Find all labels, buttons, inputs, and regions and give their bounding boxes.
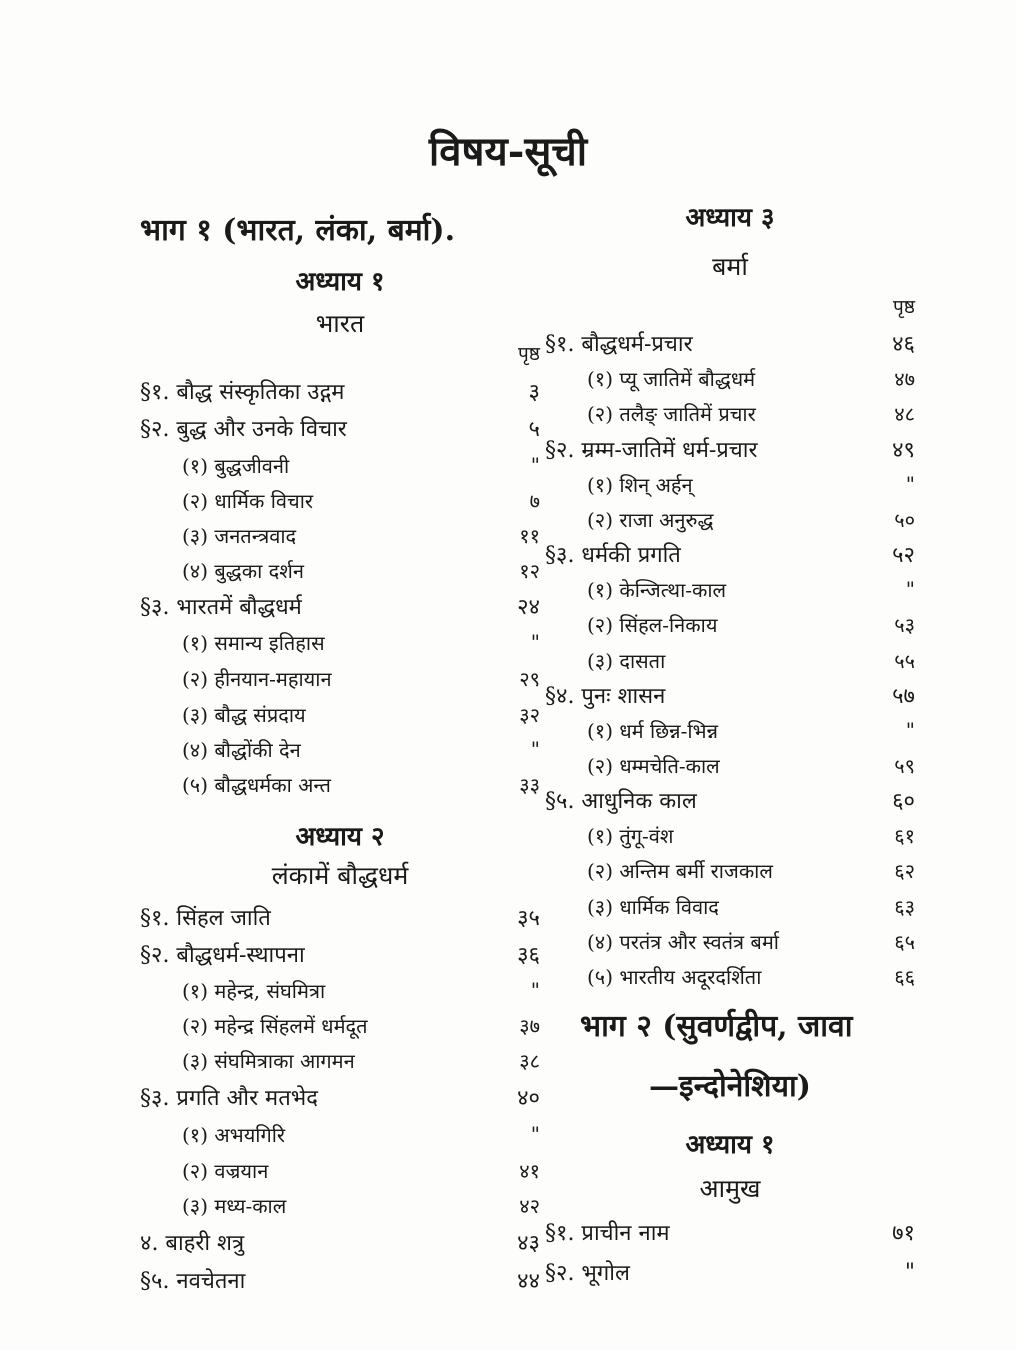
toc-entry[interactable]: ४. बाहरी शत्रु ४३ bbox=[140, 1224, 540, 1260]
page-number: " bbox=[905, 472, 915, 496]
toc-entry[interactable]: §१. सिंहल जाति ३५ bbox=[140, 899, 540, 935]
page-number: ३७ bbox=[519, 1013, 540, 1038]
toc-entry[interactable]: §२. बुद्ध और उनके विचार ५ bbox=[140, 410, 540, 446]
page-number: ६६ bbox=[894, 964, 915, 989]
chapter-3-heading: अध्याय ३ bbox=[685, 203, 775, 233]
page-number: " bbox=[905, 718, 915, 742]
page-title: विषय-सूची bbox=[428, 128, 588, 175]
page-number: ३५ bbox=[517, 906, 540, 931]
page-number: ४७ bbox=[894, 366, 915, 391]
toc-subentry[interactable]: (२) हीनयान-महायान २९ bbox=[182, 666, 540, 691]
page-number: ६१ bbox=[894, 823, 915, 848]
page-number: ४६ bbox=[892, 332, 915, 357]
page-number: ११ bbox=[519, 523, 540, 548]
page-number: ५७ bbox=[892, 684, 915, 709]
page-number: ५ bbox=[528, 417, 540, 442]
page-number: ६३ bbox=[894, 894, 915, 919]
part-2-heading: भाग २ (सुवर्णद्वीप, जावा bbox=[580, 1008, 853, 1044]
toc-entry[interactable]: §३. प्रगति और मतभेद ४० bbox=[140, 1079, 540, 1115]
page-number: " bbox=[905, 577, 915, 601]
page-number: ४४ bbox=[517, 1269, 540, 1294]
part-1-heading: भाग १ (भारत, लंका, बर्मा). bbox=[140, 212, 456, 248]
toc-entry[interactable]: §१. बौद्ध संस्कृतिका उद्गम ३ bbox=[140, 373, 540, 409]
toc-subentry[interactable]: (३) मध्य-काल ४२ bbox=[182, 1193, 540, 1218]
page-number: ३८ bbox=[519, 1048, 540, 1073]
page-column-header: पृष्ठ bbox=[518, 343, 540, 365]
toc-subentry[interactable]: (३) संघमित्राका आगमन ३८ bbox=[182, 1048, 540, 1073]
page-number: ७ bbox=[529, 488, 540, 513]
chapter-2-subtitle: लंकामें बौद्धधर्म bbox=[271, 861, 409, 890]
page-number: " bbox=[530, 737, 540, 761]
part-2-chapter-1-subtitle: आमुख bbox=[699, 1174, 761, 1203]
toc-entry[interactable]: §१. प्राचीन नाम ७१ bbox=[545, 1214, 915, 1250]
toc-subentry[interactable]: (१) महेन्द्र, संघमित्रा " bbox=[182, 978, 540, 1003]
page-number: ६५ bbox=[894, 929, 915, 954]
toc-subentry[interactable]: (१) बुद्धजीवनी " bbox=[182, 453, 540, 478]
page-number: ३६ bbox=[517, 943, 540, 968]
toc-entry[interactable]: §१. बौद्धधर्म-प्रचार ४६ bbox=[545, 325, 915, 361]
chapter-1-heading: अध्याय १ bbox=[295, 267, 385, 297]
page-number: ४३ bbox=[517, 1231, 540, 1256]
page-number: ५० bbox=[894, 507, 915, 532]
page-number: ४१ bbox=[519, 1158, 540, 1183]
toc-subentry[interactable]: (१) अभयगिरि " bbox=[182, 1122, 540, 1147]
toc-entry[interactable]: §२. बौद्धधर्म-स्थापना ३६ bbox=[140, 936, 540, 972]
page-number: ५९ bbox=[894, 753, 915, 778]
toc-subentry[interactable]: (४) बुद्धका दर्शन १२ bbox=[182, 558, 540, 583]
page-number: " bbox=[904, 1259, 915, 1285]
page-number: ३२ bbox=[519, 702, 540, 727]
page-number: " bbox=[530, 978, 540, 1002]
toc-subentry[interactable]: (४) बौद्धोंकी देन " bbox=[182, 737, 540, 762]
part-2-heading-cont: —इन्दोनेशिया) bbox=[649, 1068, 811, 1104]
toc-subentry[interactable]: (२) राजा अनुरुद्ध ५० bbox=[587, 507, 915, 532]
toc-subentry[interactable]: (२) सिंहल-निकाय ५३ bbox=[587, 612, 915, 637]
page-number: २९ bbox=[519, 666, 540, 691]
toc-subentry[interactable]: (४) परतंत्र और स्वतंत्र बर्मा ६५ bbox=[587, 929, 915, 954]
page-number: ५२ bbox=[892, 543, 915, 568]
toc-subentry[interactable]: (१) तुंगू-वंश ६१ bbox=[587, 823, 915, 848]
page-number: ३३ bbox=[519, 772, 540, 797]
toc-subentry[interactable]: (३) बौद्ध संप्रदाय ३२ bbox=[182, 702, 540, 727]
toc-subentry[interactable]: (२) वज्रयान ४१ bbox=[182, 1158, 540, 1183]
toc-subentry[interactable]: (१) शिन् अर्हन् " bbox=[587, 472, 915, 497]
toc-subentry[interactable]: (५) बौद्धधर्मका अन्त ३३ bbox=[182, 772, 540, 797]
toc-subentry[interactable]: (१) प्यू जातिमें बौद्धधर्म ४७ bbox=[587, 366, 915, 391]
page-number: ७१ bbox=[892, 1221, 915, 1246]
page-number: ६२ bbox=[894, 858, 915, 883]
toc-subentry[interactable]: (३) जनतन्त्रवाद ११ bbox=[182, 523, 540, 548]
toc-subentry[interactable]: (३) धार्मिक विवाद ६३ bbox=[587, 894, 915, 919]
toc-entry[interactable]: §५. आधुनिक काल ६० bbox=[545, 782, 915, 818]
toc-subentry[interactable]: (२) तलैङ् जातिमें प्रचार ४८ bbox=[587, 401, 915, 426]
toc-subentry[interactable]: (२) धार्मिक विचार ७ bbox=[182, 488, 540, 513]
toc-subentry[interactable]: (२) महेन्द्र सिंहलमें धर्मदूत ३७ bbox=[182, 1013, 540, 1038]
toc-entry[interactable]: §२. भूगोल " bbox=[545, 1259, 915, 1286]
page-number: २४ bbox=[517, 595, 540, 620]
toc-subentry[interactable]: (२) धम्मचेति-काल ५९ bbox=[587, 753, 915, 778]
chapter-3-subtitle: बर्मा bbox=[712, 252, 748, 281]
part-2-chapter-1-heading: अध्याय १ bbox=[685, 1130, 775, 1160]
page-number: " bbox=[530, 1122, 540, 1146]
toc-entry[interactable]: §४. पुनः शासन ५७ bbox=[545, 677, 915, 713]
page-number: ४२ bbox=[519, 1193, 540, 1218]
page-number: ४९ bbox=[892, 438, 915, 463]
toc-subentry[interactable]: (५) भारतीय अदूरदर्शिता ६६ bbox=[587, 964, 915, 989]
toc-subentry[interactable]: (१) केन्जित्था-काल " bbox=[587, 577, 915, 602]
toc-subentry[interactable]: (२) अन्तिम बर्मी राजकाल ६२ bbox=[587, 858, 915, 883]
page-number: ५५ bbox=[894, 648, 915, 673]
chapter-2-heading: अध्याय २ bbox=[295, 822, 385, 852]
page-number: " bbox=[530, 453, 540, 477]
chapter-1-subtitle: भारत bbox=[315, 309, 365, 338]
page-number: ६० bbox=[892, 789, 915, 814]
toc-entry[interactable]: §३. भारतमें बौद्धधर्म २४ bbox=[140, 588, 540, 624]
toc-entry[interactable]: §२. म्रम्म-जातिमें धर्म-प्रचार ४९ bbox=[545, 431, 915, 467]
toc-entry[interactable]: §५. नवचेतना ४४ bbox=[140, 1262, 540, 1298]
page-number: १२ bbox=[519, 558, 540, 583]
page-number: ४८ bbox=[894, 401, 915, 426]
toc-entry[interactable]: §३. धर्मकी प्रगति ५२ bbox=[545, 536, 915, 572]
toc-subentry[interactable]: (३) दासता ५५ bbox=[587, 648, 915, 673]
toc-subentry[interactable]: (१) समान्य इतिहास " bbox=[182, 630, 540, 655]
page-number: ५३ bbox=[894, 612, 915, 637]
page-number: " bbox=[530, 630, 540, 654]
page-number: ३ bbox=[528, 380, 540, 405]
page-column-header: पृष्ठ bbox=[893, 296, 915, 318]
toc-subentry[interactable]: (१) धर्म छिन्न-भिन्न " bbox=[587, 718, 915, 743]
page-number: ४० bbox=[517, 1086, 540, 1111]
